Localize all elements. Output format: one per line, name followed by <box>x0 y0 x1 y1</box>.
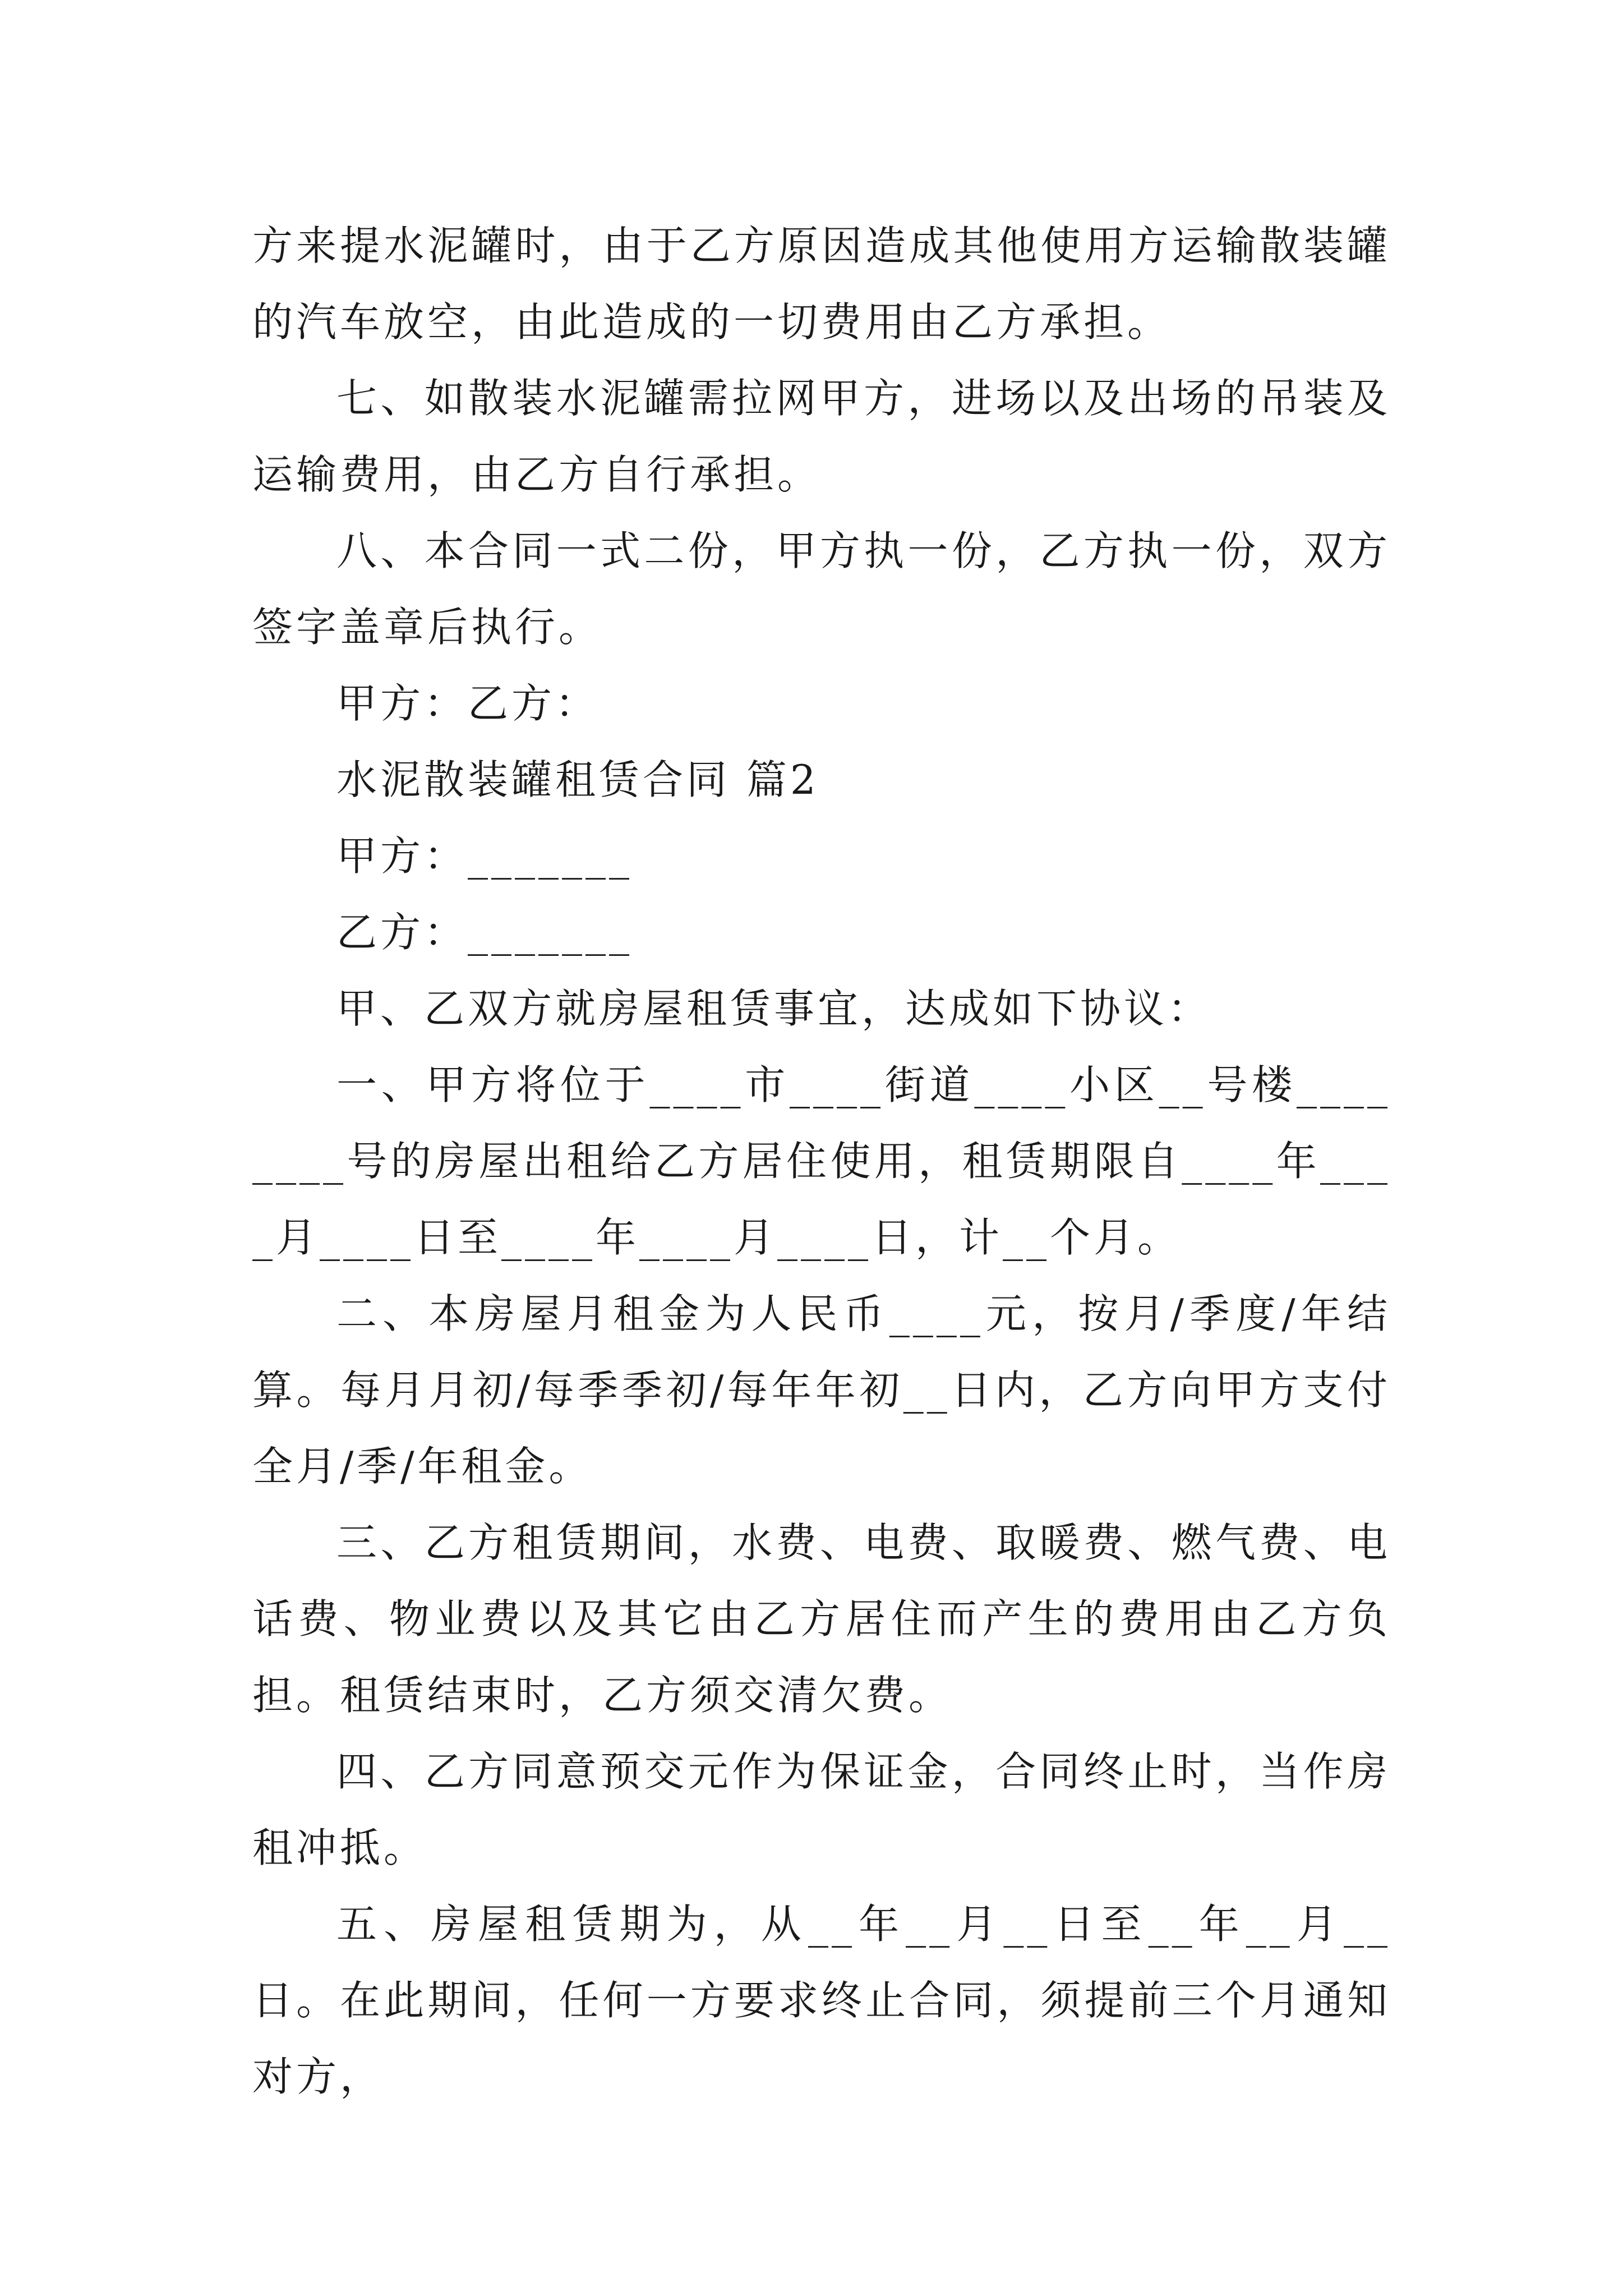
paragraph-2: 七、如散装水泥罐需拉网甲方，进场以及出场的吊装及运输费用，由乙方自行承担。 <box>252 375 1391 498</box>
clause-4: 四、乙方同意预交元作为保证金，合同终止时，当作房租冲抵。 <box>252 1748 1391 1871</box>
section-heading: 水泥散装罐租赁合同 篇2 <box>336 756 819 803</box>
clause-2: 二、本房屋月租金为人民币____元，按月/季度/年结算。每月月初/每季季初/每年年初__日内，乙方向甲方支付全月/季/年租金。 <box>252 1290 1391 1490</box>
clause-3: 三、乙方租赁期间，水费、电费、取暖费、燃气费、电话费、物业费以及其它由乙方居住而产生的费用由乙方负担。租赁结束时，乙方须交清欠费。 <box>252 1519 1391 1719</box>
clause-5: 五、房屋租赁期为，从__年__月__日至__年__月__日。在此期间，任何一方要求终止合同，须提前三个月通知对方， <box>252 1901 1391 2100</box>
clause-1: 一、甲方将位于____市____街道____小区__号楼________号的房屋出租给乙方居住使用，租赁期限自____年____月____日至____年____月____日，计__个月。 <box>252 1061 1391 1261</box>
party-b-line: 乙方：_______ <box>336 909 633 956</box>
document-body <box>252 208 1391 2115</box>
paragraph-1: 方来提水泥罐时，由于乙方原因造成其他使用方运输散装罐的汽车放空，由此造成的一切费用由乙方承担。 <box>252 222 1391 346</box>
agreement-intro: 甲、乙双方就房屋租赁事宜，达成如下协议： <box>336 985 1212 1032</box>
signature-line: 甲方：乙方： <box>336 680 600 727</box>
paragraph-3: 八、本合同一式二份，甲方执一份，乙方执一份，双方签字盖章后执行。 <box>252 527 1391 651</box>
party-a-line: 甲方：_______ <box>336 832 633 880</box>
